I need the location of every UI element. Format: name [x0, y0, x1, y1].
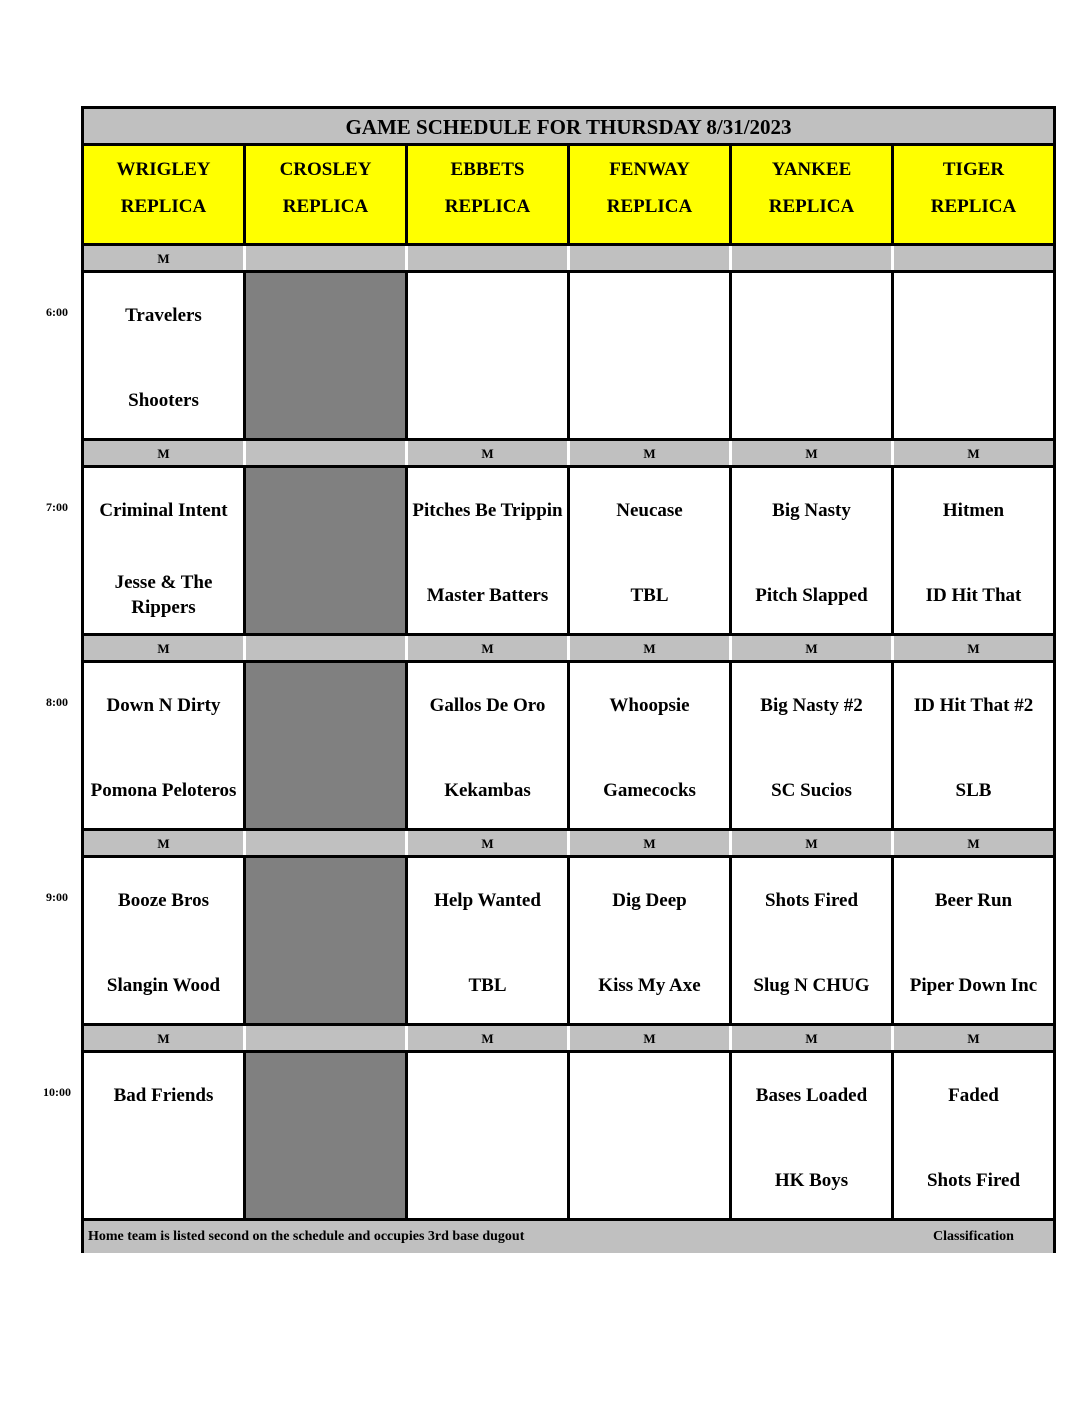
classification-cell: M: [732, 831, 891, 855]
away-team: Shots Fired: [764, 889, 859, 911]
field-name: TIGER: [942, 159, 1005, 180]
classification-cell: [570, 246, 729, 270]
home-team: Jesse & The Rippers: [114, 572, 213, 618]
classification-band: [84, 243, 1053, 273]
away-team: ID Hit That #2: [913, 694, 1034, 716]
schedule-sheet: [81, 106, 1056, 1253]
game-cell: [408, 663, 567, 829]
field-name: YANKEE: [771, 159, 852, 180]
home-team: [732, 370, 891, 430]
classification-band: [84, 438, 1053, 468]
home-team: SC Sucios: [771, 779, 852, 801]
home-team-note: Home team is listed second on the schedule and occupies 3rd base dugout: [88, 1229, 525, 1244]
column-divider: [729, 468, 732, 634]
column-divider: [891, 858, 894, 1024]
game-row: [84, 273, 1053, 439]
away-team: Dig Deep: [612, 889, 687, 911]
field-subtitle: REPLICA: [930, 196, 1017, 217]
column-divider: [405, 663, 408, 829]
game-cell: [570, 663, 729, 829]
column-divider: [891, 1053, 894, 1219]
game-cell: [894, 468, 1053, 634]
column-divider: [405, 273, 408, 439]
column-divider: [891, 468, 894, 634]
column-divider: [405, 1053, 408, 1219]
game-cell: [732, 273, 891, 439]
classification-cell: M: [84, 1026, 243, 1050]
home-team: Piper Down Inc: [909, 974, 1038, 996]
classification-cell: M: [894, 831, 1053, 855]
field-header-5: [732, 146, 894, 243]
classification-cell: [246, 831, 405, 855]
home-team: SLB: [955, 779, 992, 801]
classification-cell: M: [84, 246, 243, 270]
classification-cell: M: [408, 441, 567, 465]
classification-cell: [246, 1026, 405, 1050]
home-team: Slug N CHUG: [753, 974, 870, 996]
closed-field-cell: [246, 273, 405, 439]
field-header-1: [84, 146, 246, 243]
home-team: Slangin Wood: [106, 974, 221, 996]
away-team: Gallos De Oro: [429, 694, 546, 716]
classification-label: Classification: [933, 1229, 1014, 1244]
away-team: [732, 285, 891, 345]
game-cell: [408, 273, 567, 439]
home-team: HK Boys: [774, 1169, 849, 1191]
time-label: 7:00: [46, 500, 68, 514]
home-team: ID Hit That: [925, 584, 1022, 606]
home-team: [408, 370, 567, 430]
field-name: CROSLEY: [279, 159, 372, 180]
game-cell: [84, 663, 243, 829]
game-row: [84, 468, 1053, 634]
home-team: [84, 1150, 243, 1210]
classification-cell: M: [408, 831, 567, 855]
column-divider: [891, 273, 894, 439]
time-label: 10:00: [43, 1085, 71, 1099]
home-team: Kekambas: [444, 779, 531, 801]
field-subtitle: REPLICA: [444, 196, 531, 217]
column-divider: [243, 468, 246, 634]
field-name: FENWAY: [609, 159, 690, 180]
game-cell: [84, 1053, 243, 1219]
home-team: Master Batters: [426, 584, 549, 606]
game-row: [84, 663, 1053, 829]
classification-cell: M: [894, 636, 1053, 660]
classification-band: [84, 1023, 1053, 1053]
home-team: Pomona Peloteros: [90, 779, 237, 801]
game-row: [84, 1053, 1053, 1219]
away-team: Bad Friends: [113, 1084, 214, 1106]
closed-field-cell: [246, 663, 405, 829]
game-cell: [570, 468, 729, 634]
away-team: Neucase: [616, 499, 683, 521]
game-cell: [84, 858, 243, 1024]
field-subtitle: REPLICA: [768, 196, 855, 217]
away-team: Big Nasty: [772, 499, 851, 521]
column-divider: [567, 273, 570, 439]
field-name: WRIGLEY: [116, 159, 211, 180]
column-divider: [567, 468, 570, 634]
column-divider: [567, 1053, 570, 1219]
time-label: 8:00: [46, 695, 68, 709]
column-divider: [729, 1053, 732, 1219]
column-divider: [729, 858, 732, 1024]
away-team: Faded: [948, 1084, 999, 1106]
classification-cell: [246, 441, 405, 465]
game-cell: [732, 663, 891, 829]
column-divider: [243, 858, 246, 1024]
home-team: Pitch Slapped: [755, 584, 868, 606]
game-row: [84, 858, 1053, 1024]
game-cell: [894, 858, 1053, 1024]
column-divider: [567, 858, 570, 1024]
home-team: TBL: [468, 974, 507, 996]
game-cell: [84, 468, 243, 634]
field-subtitle: REPLICA: [120, 196, 207, 217]
classification-cell: M: [408, 636, 567, 660]
column-divider: [243, 273, 246, 439]
game-cell: [408, 1053, 567, 1219]
column-divider: [243, 1053, 246, 1219]
column-divider: [405, 858, 408, 1024]
field-header-3: [408, 146, 570, 243]
home-team: Shots Fired: [926, 1169, 1021, 1191]
field-subtitle: REPLICA: [606, 196, 693, 217]
classification-cell: M: [408, 1026, 567, 1050]
game-cell: [84, 273, 243, 439]
column-divider: [891, 663, 894, 829]
classification-cell: M: [732, 1026, 891, 1050]
home-team: Kiss My Axe: [598, 974, 701, 996]
home-team: Shooters: [128, 389, 199, 411]
home-team: [570, 1150, 729, 1210]
field-subtitle: REPLICA: [282, 196, 369, 217]
away-team: Help Wanted: [434, 889, 541, 911]
away-team: Criminal Intent: [99, 499, 228, 521]
closed-field-cell: [246, 1053, 405, 1219]
classification-band: [84, 633, 1053, 663]
column-divider: [405, 468, 408, 634]
classification-cell: M: [894, 1026, 1053, 1050]
game-cell: [894, 273, 1053, 439]
closed-field-cell: [246, 858, 405, 1024]
time-label: 9:00: [46, 890, 68, 904]
classification-cell: [246, 636, 405, 660]
home-team: Gamecocks: [603, 779, 696, 801]
classification-cell: M: [570, 1026, 729, 1050]
classification-cell: M: [570, 636, 729, 660]
away-team: [408, 1065, 567, 1125]
game-cell: [894, 663, 1053, 829]
away-team: Whoopsie: [609, 694, 690, 716]
closed-field-cell: [246, 468, 405, 634]
game-cell: [570, 273, 729, 439]
classification-cell: M: [84, 441, 243, 465]
column-divider: [567, 663, 570, 829]
classification-cell: [894, 246, 1053, 270]
schedule-title: GAME SCHEDULE FOR THURSDAY 8/31/2023: [84, 109, 1053, 146]
away-team: [570, 285, 729, 345]
away-team: Pitches Be Trippin: [412, 499, 563, 521]
home-team: [408, 1150, 567, 1210]
classification-band: [84, 828, 1053, 858]
home-team: TBL: [630, 584, 669, 606]
classification-cell: [408, 246, 567, 270]
away-team: Travelers: [125, 304, 202, 326]
away-team: [894, 285, 1053, 345]
field-header-2: [246, 146, 408, 243]
column-divider: [729, 273, 732, 439]
game-cell: [570, 858, 729, 1024]
away-team: Bases Loaded: [755, 1084, 868, 1106]
field-header-row: [84, 146, 1053, 243]
classification-cell: M: [732, 441, 891, 465]
classification-cell: M: [84, 831, 243, 855]
classification-cell: [246, 246, 405, 270]
game-cell: [408, 468, 567, 634]
classification-cell: [732, 246, 891, 270]
game-cell: [570, 1053, 729, 1219]
game-cell: [732, 858, 891, 1024]
field-name: EBBETS: [450, 159, 525, 180]
classification-cell: M: [894, 441, 1053, 465]
away-team: Booze Bros: [118, 889, 209, 911]
classification-cell: M: [732, 636, 891, 660]
away-team: Big Nasty #2: [760, 694, 863, 716]
game-cell: [732, 1053, 891, 1219]
away-team: Beer Run: [934, 889, 1013, 911]
away-team: [408, 285, 567, 345]
home-team: [570, 370, 729, 430]
game-cell: [408, 858, 567, 1024]
schedule-footer: [84, 1218, 1053, 1253]
classification-cell: M: [570, 441, 729, 465]
column-divider: [729, 663, 732, 829]
game-cell: [894, 1053, 1053, 1219]
game-cell: [732, 468, 891, 634]
field-header-4: [570, 146, 732, 243]
away-team: Hitmen: [942, 499, 1005, 521]
classification-cell: M: [84, 636, 243, 660]
home-team: [894, 370, 1053, 430]
classification-cell: M: [570, 831, 729, 855]
field-header-6: [894, 146, 1053, 243]
away-team: [570, 1065, 729, 1125]
time-label: 6:00: [46, 305, 68, 319]
column-divider: [243, 663, 246, 829]
away-team: Down N Dirty: [106, 694, 221, 716]
